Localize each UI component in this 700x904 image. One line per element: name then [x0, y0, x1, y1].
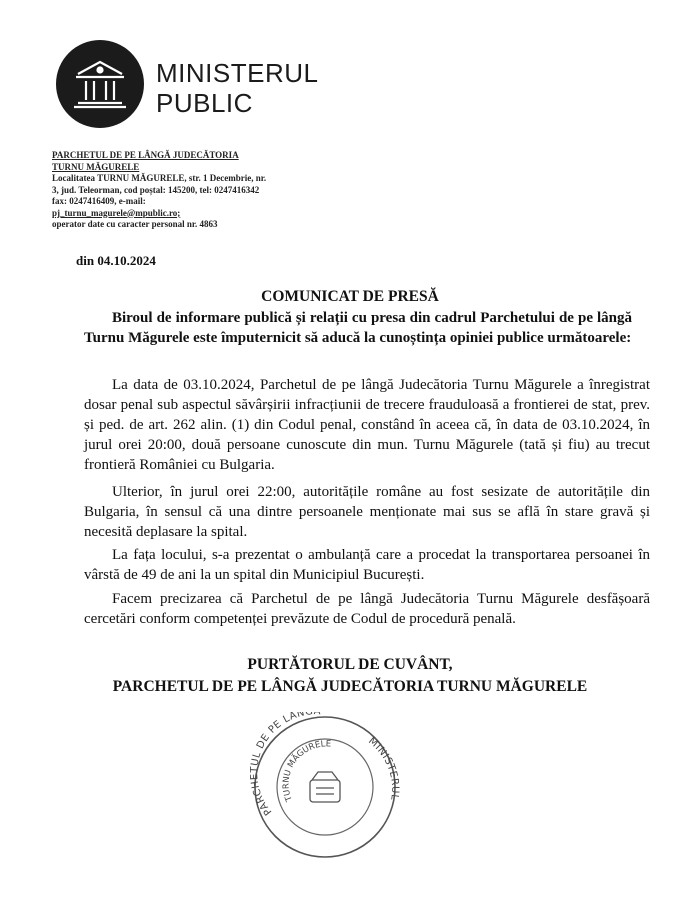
header-line-4: 3, jud. Teleorman, cod poștal: 145200, tel: 0247416342: [52, 184, 260, 195]
body-paragraph-2: [84, 482, 650, 542]
header-line-5: fax: 0247416409, e-mail:: [52, 196, 146, 206]
header-line-7: operator date cu caracter personal nr. 4863: [52, 219, 218, 229]
header-line-1: PARCHETUL DE PE LÂNGĂ JUDECĂTORIA: [52, 150, 239, 160]
logo-line-2: PUBLIC: [156, 88, 253, 118]
header-line-2: TURNU MĂGURELE: [52, 161, 140, 172]
signature-role: PURTĂTORUL DE CUVÂNT,: [247, 656, 453, 673]
intro-paragraph: [84, 308, 632, 348]
paragraph-text: Facem precizarea că Parchetul de pe lângă Judecătoria Turnu Măgurele desfășoară cercetări conform competenței prevăzute de Codul de procedură penală.: [84, 591, 650, 627]
ministerul-public-logo: [56, 40, 319, 130]
signature-block: [0, 654, 700, 698]
header-email[interactable]: pj_turnu_magurele@mpublic.ro;: [52, 207, 181, 218]
body-paragraph-1: [84, 375, 650, 475]
signature-institution: PARCHETUL DE PE LÂNGĂ JUDECĂTORIA TURNU MĂGURELE: [112, 678, 588, 695]
svg-text:TURNU MĂGURELE: TURNU MĂGURELE: [281, 739, 332, 803]
logo-line-1: MINISTERUL: [156, 58, 319, 88]
paragraph-text: La data de 03.10.2024, Parchetul de pe lângă Judecătoria Turnu Măgurele a înregistrat dosar penal sub aspectul săvârșirii infracțiunii de trecere frauduloasă a frontierei de stat, prev. și ped. de art. 262 alin. (1) din Codul penal, constând în aceea că, în data de 03.10.2024, în jurul orei 20:00, două persoane cunoscute din mun. Turnu Măgurele (tată și fiu) au trecut frontieră României cu Bulgaria.: [84, 377, 650, 473]
intro-text: Biroul de informare publică și relații cu presa din cadrul Parchetului de pe lângă Turnu Măgurele este împuternicit să aducă la cunoștința opiniei publice următoarele:: [84, 310, 632, 346]
document-date: din 04.10.2024: [76, 253, 156, 268]
official-stamp: [250, 712, 400, 862]
temple-emblem-icon: [56, 40, 144, 128]
document-title: COMUNICAT DE PRESĂ: [261, 288, 439, 305]
paragraph-text: Ulterior, în jurul orei 22:00, autoritățile române au fost sesizate de autoritățile din Bulgaria, în sensul că una dintre persoanele menționate mai sus se află în stare gravă și necesită deplasare la spital.: [84, 484, 650, 540]
body-paragraph-3: [84, 545, 650, 585]
paragraph-text: La fața locului, s-a prezentat o ambulanță care a procedat la transportarea persoanei în vârstă de 49 de ani la un spital din Municipiul București.: [84, 547, 650, 583]
logo-wordmark: [156, 58, 318, 118]
body-paragraph-4: [84, 589, 650, 629]
svg-text:PARCHETUL DE PE LÂNGĂ: PARCHETUL DE PE LÂNG: [250, 712, 314, 818]
svg-text:MINISTERUL: MINISTERUL: [366, 735, 400, 801]
header-line-3: Localitatea TURNU MĂGURELE, str. 1 Decembrie, nr.: [52, 173, 267, 183]
institution-header: [52, 150, 312, 231]
